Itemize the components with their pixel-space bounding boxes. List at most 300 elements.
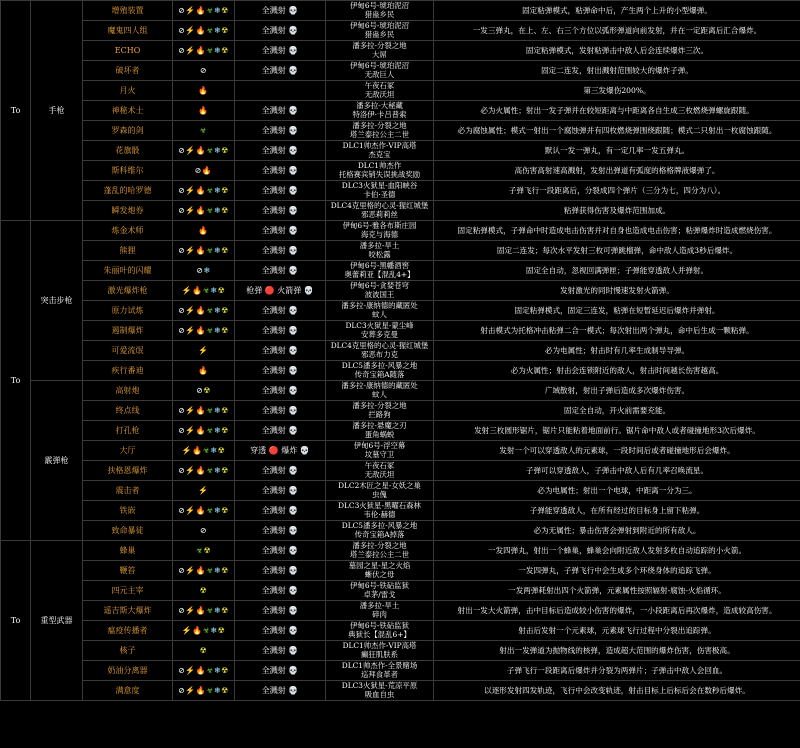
drop-location (326, 521, 434, 541)
corrosive-icon: ☣ (206, 46, 214, 55)
location-area: DLC3火狱星-血阳峡谷 (341, 181, 418, 191)
radiation-icon: ☢ (221, 426, 229, 435)
fire-mode: 全溅射 💀 (235, 181, 326, 201)
manufacturer-cell: To (1, 541, 31, 701)
weapon-name: 大厅 (83, 441, 173, 461)
location-area: DLC3火狱星-蒙尘峰 (345, 321, 414, 331)
drop-location (326, 661, 434, 681)
location-area: DLC3火狱星-黑曜石森林 (338, 501, 421, 511)
location-area: 伊甸6号-琥珀泥沼 (350, 1, 409, 11)
location-area: DLC1帅杰作-VIP高塔 (342, 641, 417, 651)
weapon-type-cell: 重型武器 (31, 541, 83, 701)
table-row (1, 61, 800, 81)
radiation-icon: ☢ (203, 386, 211, 395)
drop-location (326, 321, 434, 341)
location-area: 潘多拉-大秘藏 (356, 101, 403, 111)
weapon-description: 固定粘弹模式，粘弹命中后，产生两个上升的小型爆弹。 (434, 1, 800, 21)
location-boss: 传奇宝箱A掉落 (354, 529, 405, 539)
weapon-name: 高射炮 (83, 381, 173, 401)
corrosive-icon: ☣ (206, 26, 214, 35)
weapon-name: 朱丽叶的闪耀 (83, 261, 173, 281)
location-boss: 传奇宝箱A随落 (354, 369, 405, 379)
location-boss: 无敌巨人 (364, 69, 395, 79)
corrosive-icon: ☣ (206, 326, 214, 335)
no-element-icon: ⊘ (199, 526, 208, 535)
weapon-description: 固定二连发；每次水平发射三枚可弹跳榴弹，命中敌人造成3秒后爆炸。 (434, 241, 800, 261)
fire-mode: 全溅射 💀 (235, 121, 326, 141)
drop-location (326, 41, 434, 61)
drop-location (326, 81, 434, 101)
location-boss: 坟墓守卫 (364, 449, 395, 459)
cryo-icon: ❄ (213, 466, 222, 475)
table-row (1, 1, 800, 21)
no-element-icon: ⊘ (178, 686, 186, 695)
drop-location (326, 601, 434, 621)
element-icons (173, 661, 235, 681)
fire-mode: 枪弹 🔴 火箭弹 💀 (235, 281, 326, 301)
element-icons (173, 141, 235, 161)
element-icons (173, 121, 235, 141)
weapon-description: 固定粘弹模式，发射粘弹击中敌人后会连续爆炸三次。 (434, 41, 800, 61)
location-area: 潘多拉-分裂之地 (352, 401, 407, 411)
no-element-icon: ⊘ (178, 566, 186, 575)
table-row (1, 541, 800, 561)
radiation-icon: ☢ (221, 246, 229, 255)
shock-icon: ⚡ (198, 486, 209, 495)
cryo-icon: ❄ (213, 186, 222, 195)
fire-mode: 全溅射 💀 (235, 41, 326, 61)
no-element-icon: ⊘ (178, 666, 186, 675)
table-row (1, 401, 800, 421)
fire-icon: 🔥 (195, 246, 207, 255)
element-icons (173, 501, 235, 521)
location-boss: 特洛伊·卡吕普索 (352, 109, 407, 119)
cryo-icon: ❄ (210, 286, 218, 295)
weapon-description: 子弹能穿透敌人，在所有经过的目标身上留下粘弹。 (434, 501, 800, 521)
fire-icon: 🔥 (195, 606, 207, 615)
fire-mode: 全溅射 💀 (235, 161, 326, 181)
location-area: DLC5潘多拉-风暴之地 (341, 521, 418, 531)
fire-icon: 🔥 (195, 46, 207, 55)
corrosive-icon: ☣ (202, 446, 211, 455)
location-area: 午夜石冢 (364, 81, 395, 91)
table-row (1, 361, 800, 381)
no-element-icon: ⊘ (178, 426, 186, 435)
location-area: DLC1帅杰作-全景赌场 (341, 661, 418, 671)
shock-icon: ⚡ (185, 186, 196, 195)
shock-icon: ⚡ (185, 506, 196, 515)
radiation-icon: ☢ (221, 606, 229, 615)
weapon-description: 固定粘弹模式，子弹命中时造成电击伤害并对自身也造成电击伤害；粘弹爆炸时造成燃烧伤害。 (434, 221, 800, 241)
element-icons (173, 81, 235, 101)
no-element-icon: ⊘ (178, 146, 186, 155)
location-area: DLC1帅杰作-VIP高塔 (342, 141, 417, 151)
location-area: 伊甸6号-浮空幕 (353, 441, 406, 451)
location-area: 伊甸6号-雅各布斯庄园 (342, 221, 417, 231)
drop-location (326, 681, 434, 701)
radiation-icon: ☢ (199, 646, 208, 655)
no-element-icon: ⊘ (178, 186, 186, 195)
no-element-icon: ⊘ (199, 66, 208, 75)
fire-icon: 🔥 (195, 146, 207, 155)
cryo-icon: ❄ (210, 626, 218, 635)
drop-location (326, 641, 434, 661)
corrosive-icon: ☣ (206, 206, 214, 215)
fire-mode: 全溅射 💀 (235, 461, 326, 481)
location-area: 午夜石冢 (364, 461, 395, 471)
location-area: 伊甸6号-铁砧监狱 (350, 621, 409, 631)
radiation-icon: ☢ (221, 666, 229, 675)
location-boss: 无敌沃坦 (364, 89, 395, 99)
table-row (1, 461, 800, 481)
fire-icon: 🔥 (195, 426, 207, 435)
table-row (1, 81, 800, 101)
radiation-icon: ☢ (221, 206, 229, 215)
drop-location (326, 101, 434, 121)
element-icons (173, 341, 235, 361)
location-boss: 韦伦·赫德 (363, 509, 396, 519)
table-row (1, 561, 800, 581)
cryo-icon: ❄ (213, 6, 222, 15)
fire-mode: 全溅射 💀 (235, 301, 326, 321)
drop-location (326, 561, 434, 581)
weapon-name: 月火 (83, 81, 173, 101)
no-element-icon: ⊘ (194, 166, 202, 175)
fire-icon: 🔥 (195, 306, 207, 315)
weapon-description: 必为腐蚀属性；模式一射出一个腐蚀弹并有四枚燃烧弹围绕跟随；模式二只射出一枚腐蚀跟随。 (434, 121, 800, 141)
element-icons (173, 581, 235, 601)
shock-icon: ⚡ (185, 606, 196, 615)
shock-icon: ⚡ (185, 206, 196, 215)
table-row (1, 421, 800, 441)
drop-location (326, 501, 434, 521)
weapon-type-cell: 手枪 (31, 1, 83, 221)
manufacturer-cell: To (1, 221, 31, 541)
drop-location (326, 481, 434, 501)
table-row (1, 221, 800, 241)
fire-icon: 🔥 (195, 686, 207, 695)
no-element-icon: ⊘ (178, 466, 186, 475)
location-boss: 猎蛊乡民 (364, 9, 395, 19)
radiation-icon: ☢ (221, 686, 229, 695)
corrosive-icon: ☣ (206, 566, 214, 575)
manufacturer-cell: To (1, 1, 31, 221)
corrosive-icon: ☣ (199, 126, 208, 135)
location-area: 伊甸6号-铁砧监狱 (350, 581, 409, 591)
corrosive-icon: ☣ (206, 246, 214, 255)
weapon-name: 奶油分离器 (83, 661, 173, 681)
table-row (1, 481, 800, 501)
location-area: DLC4克里格的心灵-猩红城堡 (330, 201, 429, 211)
weapon-name: 遥吉斯大爆炸 (83, 601, 173, 621)
radiation-icon: ☢ (217, 626, 226, 635)
location-boss: 巡拜食革者 (361, 669, 398, 679)
no-element-icon: ⊘ (178, 606, 186, 615)
fire-mode: 全溅射 💀 (235, 201, 326, 221)
drop-location (326, 461, 434, 481)
table-row (1, 641, 800, 661)
weapon-name: 原力试炼 (83, 301, 173, 321)
location-boss: 猎蛊乡民 (364, 29, 395, 39)
no-element-icon: ⊘ (178, 246, 186, 255)
weapon-name: 鞭笞 (83, 561, 173, 581)
location-boss: 奥蕾莉亚【混乱4+】 (344, 269, 415, 279)
fire-icon: 🔥 (198, 86, 209, 95)
weapon-name: 遏制爆炸 (83, 321, 173, 341)
element-icons (173, 201, 235, 221)
fire-icon: 🔥 (192, 286, 203, 295)
element-icons (173, 381, 235, 401)
drop-location (326, 361, 434, 381)
element-icons (173, 181, 235, 201)
no-element-icon: ⊘ (178, 26, 186, 35)
location-boss: 杰克宝 (368, 149, 391, 159)
weapon-description: 发射激光的同时慢速发射火箭弹。 (434, 281, 800, 301)
weapon-name: 熊狸 (83, 241, 173, 261)
fire-mode: 全溅射 💀 (235, 21, 326, 41)
cryo-icon: ❄ (213, 666, 222, 675)
no-element-icon: ⊘ (178, 46, 186, 55)
fire-icon: 🔥 (195, 406, 207, 415)
shock-icon: ⚡ (185, 466, 196, 475)
fire-icon: 🔥 (195, 186, 207, 195)
cryo-icon: ❄ (213, 606, 222, 615)
weapon-description: 固定粘弹模式，固定三连发，粘弹在短暂延迟后爆炸并弹射。 (434, 301, 800, 321)
radiation-icon: ☢ (221, 566, 229, 575)
location-boss: 托格赛宾销失误挑战奖励 (338, 169, 421, 179)
shock-icon: ⚡ (185, 686, 196, 695)
element-icons (173, 261, 235, 281)
cryo-icon: ❄ (213, 26, 222, 35)
no-element-icon: ⊘ (178, 326, 186, 335)
element-icons (173, 461, 235, 481)
weapon-name: 四元主宰 (83, 581, 173, 601)
shock-icon: ⚡ (185, 306, 196, 315)
no-element-icon: ⊘ (178, 506, 186, 515)
fire-mode: 全溅射 💀 (235, 61, 326, 81)
fire-icon: 🔥 (195, 26, 207, 35)
fire-mode: 全溅射 💀 (235, 361, 326, 381)
table-row (1, 321, 800, 341)
fire-icon: 🔥 (195, 506, 207, 515)
location-boss: 卡伯·圣德 (363, 189, 396, 199)
weapon-name: 魔鬼四人组 (83, 21, 173, 41)
weapon-name: 破坏者 (83, 61, 173, 81)
location-area: 潘多拉-旱土 (359, 241, 400, 251)
fire-mode: 全溅射 💀 (235, 641, 326, 661)
cryo-icon: ❄ (213, 206, 222, 215)
shock-icon: ⚡ (185, 26, 196, 35)
radiation-icon: ☢ (203, 546, 212, 555)
fire-mode: 全溅射 💀 (235, 601, 326, 621)
location-boss: 邪恶莉莉丝 (361, 209, 398, 219)
table-row (1, 181, 800, 201)
element-icons (173, 221, 235, 241)
element-icons (173, 1, 235, 21)
element-icons (173, 21, 235, 41)
drop-location (326, 61, 434, 81)
weapon-name: 斯科维尔 (83, 161, 173, 181)
fire-mode: 全溅射 💀 (235, 541, 326, 561)
element-icons (173, 41, 235, 61)
element-icons (173, 281, 235, 301)
location-area: 伊甸6号-琥珀泥沼 (350, 21, 409, 31)
table-row (1, 241, 800, 261)
drop-location (326, 1, 434, 21)
weapon-description: 子弹可以穿透敌人，子弹击中敌人后有几率召唤流星。 (434, 461, 800, 481)
weapon-name: 疾行番迪 (83, 361, 173, 381)
location-area: 潘多拉-分裂之地 (352, 41, 407, 51)
fire-icon: 🔥 (198, 106, 209, 115)
location-area: 潘多拉-康纳德的藏匿处 (341, 381, 418, 391)
fire-icon: 🔥 (195, 466, 207, 475)
weapon-type-cell: 霰弹枪 (31, 381, 83, 541)
location-boss: 癫狂肌肤系 (361, 649, 398, 659)
weapon-description: 固定二连发，射出溅射范围较大的爆炸子弹。 (434, 61, 800, 81)
weapon-description: 第三发爆伤200%。 (434, 81, 800, 101)
drop-location (326, 421, 434, 441)
drop-location (326, 441, 434, 461)
location-area: 潘多拉-旱土 (359, 601, 400, 611)
no-element-icon: ⊘ (178, 306, 186, 315)
location-boss: 塔兰泰拉公主二世 (349, 549, 410, 559)
location-area: 墓园之星-星之火焰 (348, 561, 411, 571)
shock-icon: ⚡ (185, 406, 196, 415)
location-area: 潘多拉-悬魔之刃 (352, 421, 407, 431)
location-area: DLC2木匠之星-女妖之巢 (338, 481, 421, 491)
weapon-name: 终点线 (83, 401, 173, 421)
drop-location (326, 581, 434, 601)
location-boss: 蜥伏之母 (364, 569, 395, 579)
weapon-description: 必为电属性；射击时有几率生成制导导弹。 (434, 341, 800, 361)
location-area: DLC1帅杰作 (357, 161, 402, 171)
table-row (1, 341, 800, 361)
drop-location (326, 301, 434, 321)
radiation-icon: ☢ (221, 26, 229, 35)
weapon-name: 增殖装置 (83, 1, 173, 21)
weapon-description: 射出一发大火箭弹，击中目标后造成较小伤害的爆炸，一小段距离后再次爆炸，造成较高伤害。 (434, 601, 800, 621)
shock-icon: ⚡ (185, 426, 196, 435)
weapon-type-cell: 突击步枪 (31, 221, 83, 381)
fire-mode: 全溅射 💀 (235, 401, 326, 421)
shock-icon: ⚡ (185, 246, 196, 255)
weapon-description: 广域散射，射出子弹后造成多次爆炸伤害。 (434, 381, 800, 401)
location-area: DLC4克里格的心灵-猩红城堡 (330, 341, 429, 351)
table-row (1, 581, 800, 601)
weapon-name: 核子 (83, 641, 173, 661)
location-area: 伊甸6号-贪婪苍穹 (350, 281, 409, 291)
location-boss: 拦路狗 (368, 409, 391, 419)
element-icons (173, 361, 235, 381)
weapon-description: 以逐形发射四发轨迹，飞行中会改变轨迹，射击目标上后标后会在数秒后爆炸。 (434, 681, 800, 701)
weapon-description: 射击模式为托格冲击粘弹二合一模式；每次射出两个弹丸，命中后生成一颗粘弹。 (434, 321, 800, 341)
weapon-name: ECHO (83, 41, 173, 61)
corrosive-icon: ☣ (206, 406, 214, 415)
weapon-description: 射击后发射一个元素球，元素球飞行过程中分裂出追踪弹。 (434, 621, 800, 641)
weapon-description: 固定全自动，开火前需要充能。 (434, 401, 800, 421)
weapon-name: 可爱流氓 (83, 341, 173, 361)
corrosive-icon: ☣ (206, 146, 214, 155)
corrosive-icon: ☣ (206, 6, 214, 15)
drop-location (326, 341, 434, 361)
corrosive-icon: ☣ (202, 286, 211, 295)
drop-location (326, 621, 434, 641)
no-element-icon: ⊘ (196, 266, 204, 275)
weapon-name: 瞬发炮券 (83, 201, 173, 221)
radiation-icon: ☢ (221, 6, 229, 15)
drop-location (326, 161, 434, 181)
weapon-name: 神秘术士 (83, 101, 173, 121)
table-row (1, 281, 800, 301)
radiation-icon: ☢ (221, 326, 229, 335)
location-boss: 波波国王 (364, 289, 395, 299)
fire-mode: 全溅射 💀 (235, 421, 326, 441)
shock-icon: ⚡ (181, 446, 193, 455)
location-area: DLC5潘多拉-风暴之地 (341, 361, 418, 371)
radiation-icon: ☢ (221, 186, 229, 195)
no-element-icon: ⊘ (178, 6, 186, 15)
drop-location (326, 181, 434, 201)
table-row (1, 41, 800, 61)
weapon-description: 一发四弹丸，射出一个蜂巢，蜂巢会向附近敌人发射多枚自动追踪的小火箭。 (434, 541, 800, 561)
weapon-description: 发射三枚圆形锯片，锯片只能粘着地面前行。锯片命中敌人或者碰撞地形3次后爆炸。 (434, 421, 800, 441)
drop-location (326, 541, 434, 561)
weapon-name: 花旗骰 (83, 141, 173, 161)
element-icons (173, 61, 235, 81)
fire-mode (235, 81, 326, 101)
drop-location (326, 221, 434, 241)
weapon-description: 一发三弹丸，在上、左、右三个方位以弧形弹道向前发射，并在一定距离后汇合爆炸。 (434, 21, 800, 41)
element-icons (173, 441, 235, 461)
element-icons (173, 541, 235, 561)
shock-icon: ⚡ (185, 6, 196, 15)
location-boss: 海克与海德 (361, 229, 398, 239)
shock-icon: ⚡ (185, 566, 196, 575)
corrosive-icon: ☣ (206, 606, 214, 615)
shock-icon: ⚡ (185, 146, 196, 155)
weapon-description: 粘弹获得伤害及爆炸范围加成。 (434, 201, 800, 221)
element-icons (173, 101, 235, 121)
drop-location (326, 401, 434, 421)
weapon-description: 固定全自动，忽视回满弹匣；子弹能穿透敌人并弹射。 (434, 261, 800, 281)
fire-mode: 穿透 🔴 爆炸 💀 (235, 441, 326, 461)
fire-icon: 🔥 (198, 226, 209, 235)
location-area: 伊甸6号-黑幡酒窖 (350, 261, 409, 271)
drop-location (326, 381, 434, 401)
weapon-description: 高伤害高射速高溅射，发射出弹道有弧度的格格牌液爆弹了。 (434, 161, 800, 181)
corrosive-icon: ☣ (206, 686, 214, 695)
radiation-icon: ☢ (217, 286, 226, 295)
weapon-name: 扶格恩爆炸 (83, 461, 173, 481)
fire-icon: 🔥 (192, 626, 203, 635)
element-icons (173, 321, 235, 341)
corrosive-icon: ☣ (206, 666, 214, 675)
table-row (1, 141, 800, 161)
weapon-name: 蓬乱的哈罗德 (83, 181, 173, 201)
cryo-icon: ❄ (213, 46, 222, 55)
fire-mode: 全溅射 💀 (235, 521, 326, 541)
fire-icon: 🔥 (201, 166, 213, 175)
table-row (1, 261, 800, 281)
location-boss: 蛋角蜗蜕 (364, 429, 395, 439)
drop-location (326, 281, 434, 301)
table-row (1, 601, 800, 621)
location-area: 潘多拉-分裂之地 (352, 121, 407, 131)
radiation-icon: ☢ (221, 46, 229, 55)
weapon-description: 必为电属性；射出一个电球，中距离一分为三。 (434, 481, 800, 501)
drop-location (326, 241, 434, 261)
table-row (1, 381, 800, 401)
